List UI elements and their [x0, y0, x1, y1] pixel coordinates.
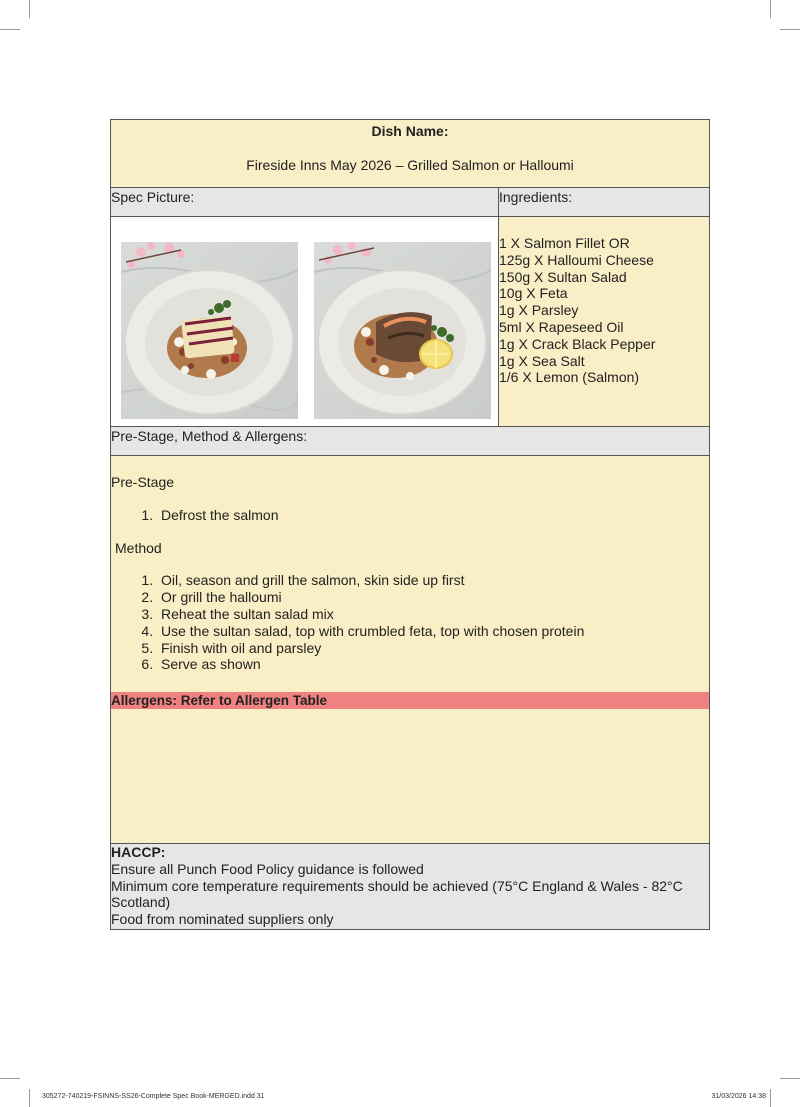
method-step: 5. Finish with oil and parsley: [157, 640, 709, 657]
ingredient-item: 150g X Sultan Salad: [499, 268, 627, 285]
method-section: [111, 456, 709, 692]
crop-mark: [780, 29, 800, 30]
method-step: 2. Or grill the halloumi: [157, 589, 709, 606]
method-step: 3. Reheat the sultan salad mix: [157, 606, 709, 623]
footer-timestamp: 31/03/2026 14:38: [711, 1093, 766, 1100]
crop-mark: [0, 29, 20, 30]
prestage-step: 1. Defrost the salmon: [157, 507, 709, 524]
salmon-dish-photo: [314, 242, 491, 419]
picture-ingredients-row: [111, 217, 709, 427]
ingredient-item: 10g X Feta: [499, 285, 568, 302]
crop-mark: [780, 1078, 800, 1079]
ingredient-item: 5ml X Rapeseed Oil: [499, 318, 624, 335]
method-step: 4. Use the sultan salad, top with crumbled feta, top with chosen protein: [157, 623, 709, 640]
ingredient-item: 1g X Sea Salt: [499, 352, 585, 369]
crop-mark: [0, 1078, 20, 1079]
crop-mark: [29, 0, 30, 18]
footer-filename: 305272-740219-FSINNS-SS26-Complete Spec Book-MERGED.indd 31: [42, 1093, 265, 1100]
ingredient-item: 1 X Salmon Fillet OR: [499, 235, 630, 251]
spec-picture-area: [111, 217, 499, 426]
ingredients-list: [499, 217, 709, 426]
haccp-line: Food from nominated suppliers only: [111, 911, 334, 928]
prestage-label: Pre-Stage: [111, 474, 175, 490]
method-step: 6. Serve as shown: [157, 656, 709, 673]
halloumi-dish-photo: [121, 242, 298, 419]
ingredient-item: 1g X Parsley: [499, 302, 579, 319]
method-step: 1. Oil, season and grill the salmon, skin side up first: [157, 572, 709, 589]
haccp-title: HACCP:: [111, 844, 166, 860]
method-section-label: Pre-Stage, Method & Allergens:: [111, 427, 709, 456]
crop-mark: [770, 0, 771, 18]
allergens-banner: Allergens: Refer to Allergen Table: [111, 692, 709, 709]
ingredients-label: Ingredients:: [499, 189, 573, 205]
dish-name-section: [111, 120, 709, 188]
crop-mark: [29, 1089, 30, 1107]
spec-header-row: [111, 188, 709, 217]
dish-title: Fireside Inns May 2026 – Grilled Salmon or Halloumi: [246, 157, 574, 173]
haccp-line: Ensure all Punch Food Policy guidance is followed: [111, 860, 424, 877]
crop-mark: [770, 1089, 771, 1107]
ingredient-item: 1/6 X Lemon (Salmon): [499, 369, 640, 386]
haccp-line: Minimum core temperature requirements should be achieved (75°C England & Wales - 82°C Scotland): [111, 877, 683, 911]
dish-name-label: Dish Name:: [371, 123, 449, 139]
ingredient-item: 1g X Crack Black Pepper: [499, 335, 656, 352]
allergens-notes-area: [111, 709, 709, 844]
spec-picture-label: Spec Picture:: [111, 188, 499, 216]
method-list: [111, 572, 709, 673]
method-label: Method: [115, 539, 162, 556]
prestage-list: [111, 507, 709, 524]
spec-sheet: [110, 119, 710, 930]
haccp-section: [111, 844, 709, 929]
ingredient-item: 125g X Halloumi Cheese: [499, 251, 654, 268]
